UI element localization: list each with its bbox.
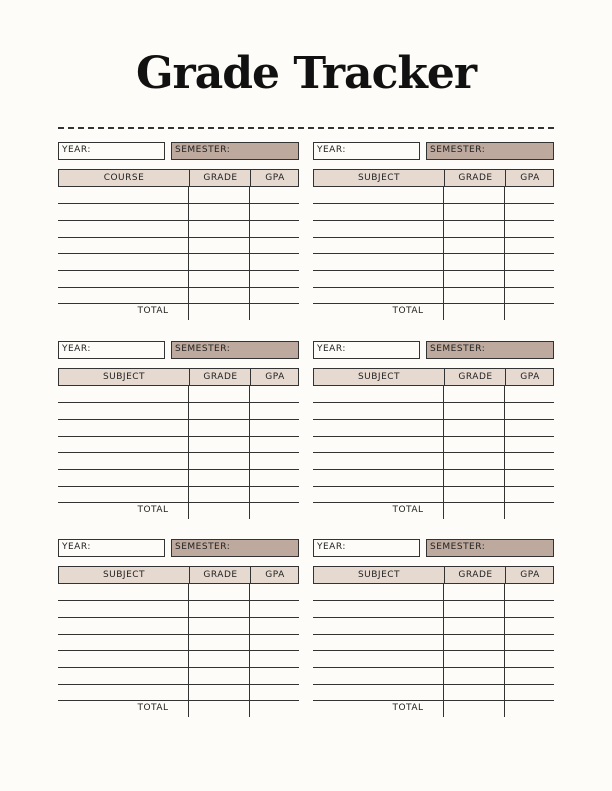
year-label: YEAR: — [317, 145, 346, 155]
year-label: YEAR: — [62, 344, 91, 354]
row-line — [313, 203, 554, 204]
row-line — [58, 486, 299, 487]
row-line — [58, 270, 299, 271]
dashed-divider — [58, 127, 554, 129]
column-header-subject: SUBJECT — [357, 173, 401, 183]
row-line — [58, 700, 299, 701]
column-header-gpa: GPA — [505, 369, 554, 385]
row-line — [58, 253, 299, 254]
year-field[interactable] — [313, 539, 420, 557]
table-body[interactable] — [313, 187, 554, 320]
column-header-gpa: GPA — [250, 170, 299, 186]
row-line — [58, 287, 299, 288]
row-line — [313, 634, 554, 635]
column-header-gpa: GPA — [250, 369, 299, 385]
row-line — [313, 684, 554, 685]
column-header-grade: GRADE — [189, 369, 251, 385]
semester-field[interactable] — [171, 341, 299, 359]
row-line — [313, 617, 554, 618]
grade-table — [313, 169, 554, 320]
term-info-row — [58, 341, 299, 359]
semester-label: SEMESTER: — [175, 542, 231, 552]
column-header-grade: GRADE — [444, 369, 506, 385]
year-field[interactable] — [313, 142, 420, 160]
column-header-course: COURSE — [103, 173, 145, 183]
column-header-subject: SUBJECT — [357, 570, 401, 580]
row-line — [58, 600, 299, 601]
term-info-row — [313, 142, 554, 160]
row-line — [313, 253, 554, 254]
table-body[interactable] — [313, 386, 554, 519]
column-header-grade: GRADE — [189, 567, 251, 583]
table-body[interactable] — [58, 584, 299, 717]
column-header-grade: GRADE — [189, 170, 251, 186]
row-line — [313, 287, 554, 288]
column-header-subject: SUBJECT — [102, 570, 146, 580]
row-line — [58, 402, 299, 403]
semester-field[interactable] — [426, 142, 554, 160]
column-header-gpa: GPA — [505, 170, 554, 186]
semester-field[interactable] — [426, 341, 554, 359]
semester-label: SEMESTER: — [175, 344, 231, 354]
table-header — [58, 368, 299, 386]
column-header-gpa: GPA — [505, 567, 554, 583]
row-line — [313, 469, 554, 470]
row-line — [58, 667, 299, 668]
row-line — [58, 220, 299, 221]
year-label: YEAR: — [317, 542, 346, 552]
row-line — [313, 436, 554, 437]
row-line — [58, 303, 299, 304]
semester-label: SEMESTER: — [430, 344, 486, 354]
row-line — [313, 303, 554, 304]
year-label: YEAR: — [62, 145, 91, 155]
table-header — [313, 368, 554, 386]
year-field[interactable] — [58, 539, 165, 557]
row-line — [58, 419, 299, 420]
total-label: TOTAL — [137, 505, 169, 515]
table-header — [58, 169, 299, 187]
row-line — [313, 502, 554, 503]
year-field[interactable] — [58, 142, 165, 160]
table-header — [58, 566, 299, 584]
total-label: TOTAL — [137, 703, 169, 713]
column-header-grade: GRADE — [444, 567, 506, 583]
column-header-subject: SUBJECT — [102, 372, 146, 382]
grade-table — [58, 566, 299, 717]
table-header — [313, 169, 554, 187]
semester-field[interactable] — [426, 539, 554, 557]
row-line — [313, 220, 554, 221]
grade-table — [313, 368, 554, 519]
row-line — [313, 700, 554, 701]
year-field[interactable] — [58, 341, 165, 359]
table-body[interactable] — [313, 584, 554, 717]
total-label: TOTAL — [392, 306, 424, 316]
grade-table — [313, 566, 554, 717]
row-line — [313, 270, 554, 271]
row-line — [313, 402, 554, 403]
grade-table — [58, 169, 299, 320]
row-line — [58, 436, 299, 437]
row-line — [313, 650, 554, 651]
row-line — [58, 502, 299, 503]
row-line — [58, 684, 299, 685]
table-header — [313, 566, 554, 584]
term-info-row — [58, 539, 299, 557]
term-info-row — [313, 539, 554, 557]
row-line — [313, 600, 554, 601]
term-info-row — [313, 341, 554, 359]
total-label: TOTAL — [137, 306, 169, 316]
total-label: TOTAL — [392, 505, 424, 515]
row-line — [313, 419, 554, 420]
semester-label: SEMESTER: — [175, 145, 231, 155]
row-line — [313, 452, 554, 453]
year-field[interactable] — [313, 341, 420, 359]
row-line — [313, 486, 554, 487]
semester-label: SEMESTER: — [430, 145, 486, 155]
term-info-row — [58, 142, 299, 160]
semester-field[interactable] — [171, 539, 299, 557]
semester-label: SEMESTER: — [430, 542, 486, 552]
page-title: Grade Tracker — [135, 48, 477, 99]
row-line — [58, 452, 299, 453]
column-header-grade: GRADE — [444, 170, 506, 186]
row-line — [313, 667, 554, 668]
table-body[interactable] — [58, 386, 299, 519]
row-line — [58, 469, 299, 470]
row-line — [58, 634, 299, 635]
row-line — [313, 237, 554, 238]
semester-field[interactable] — [171, 142, 299, 160]
year-label: YEAR: — [317, 344, 346, 354]
year-label: YEAR: — [62, 542, 91, 552]
total-label: TOTAL — [392, 703, 424, 713]
column-header-gpa: GPA — [250, 567, 299, 583]
row-line — [58, 237, 299, 238]
row-line — [58, 617, 299, 618]
table-body[interactable] — [58, 187, 299, 320]
row-line — [58, 203, 299, 204]
column-header-subject: SUBJECT — [357, 372, 401, 382]
row-line — [58, 650, 299, 651]
grade-table — [58, 368, 299, 519]
